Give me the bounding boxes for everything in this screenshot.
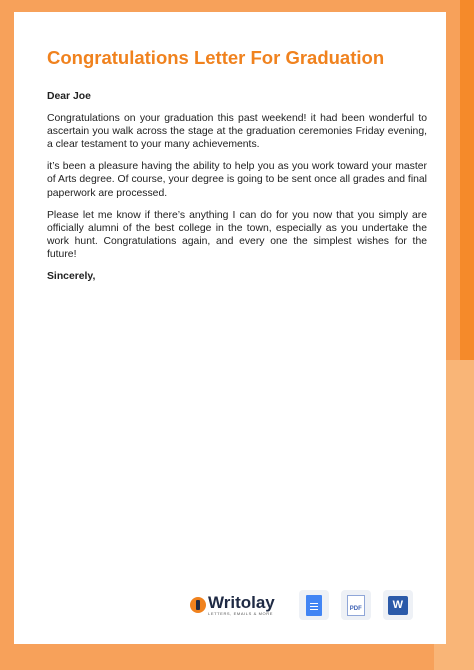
- letter-title: Congratulations Letter For Graduation: [47, 47, 385, 68]
- word-button[interactable]: [383, 590, 413, 620]
- letter-body: [47, 90, 427, 292]
- brand-tagline: LETTERS, EMAILS & MORE: [208, 611, 273, 616]
- pdf-icon: [347, 595, 365, 616]
- brand-logo[interactable]: [190, 594, 275, 616]
- word-icon-label: W: [392, 599, 403, 611]
- pdf-button[interactable]: [341, 590, 371, 620]
- paragraph-3: Please let me know if there’s anything I can do for you now that you simply are officially alumni of the best college in the town, especially as you undertake the work hunt. Congratulations again, and every one the simplest wishes for the future!: [47, 209, 427, 260]
- google-docs-icon: [306, 595, 322, 616]
- closing: Sincerely,: [47, 271, 96, 283]
- paragraph-2: it’s been a pleasure having the ability to help you as you work toward your master of Arts degree. Of course, your degree is going to be sent once all grades and final paperwork are processed.: [47, 161, 427, 199]
- letter-page: [14, 12, 446, 644]
- google-docs-button[interactable]: [299, 590, 329, 620]
- brand-name: Writolay: [208, 593, 275, 612]
- salutation: Dear Joe: [47, 91, 91, 102]
- brand-text: [208, 594, 275, 616]
- paragraph-1: Congratulations on your graduation this past weekend! it had been wonderful to ascertain you walk across the stage at the graduation ceremonies Friday evening, a clear testament to your many achievements.: [47, 113, 427, 151]
- footer-bar: [190, 587, 413, 623]
- brand-mark-icon: [190, 597, 206, 613]
- pdf-icon-label: PDF: [349, 605, 362, 612]
- word-icon: [388, 596, 408, 615]
